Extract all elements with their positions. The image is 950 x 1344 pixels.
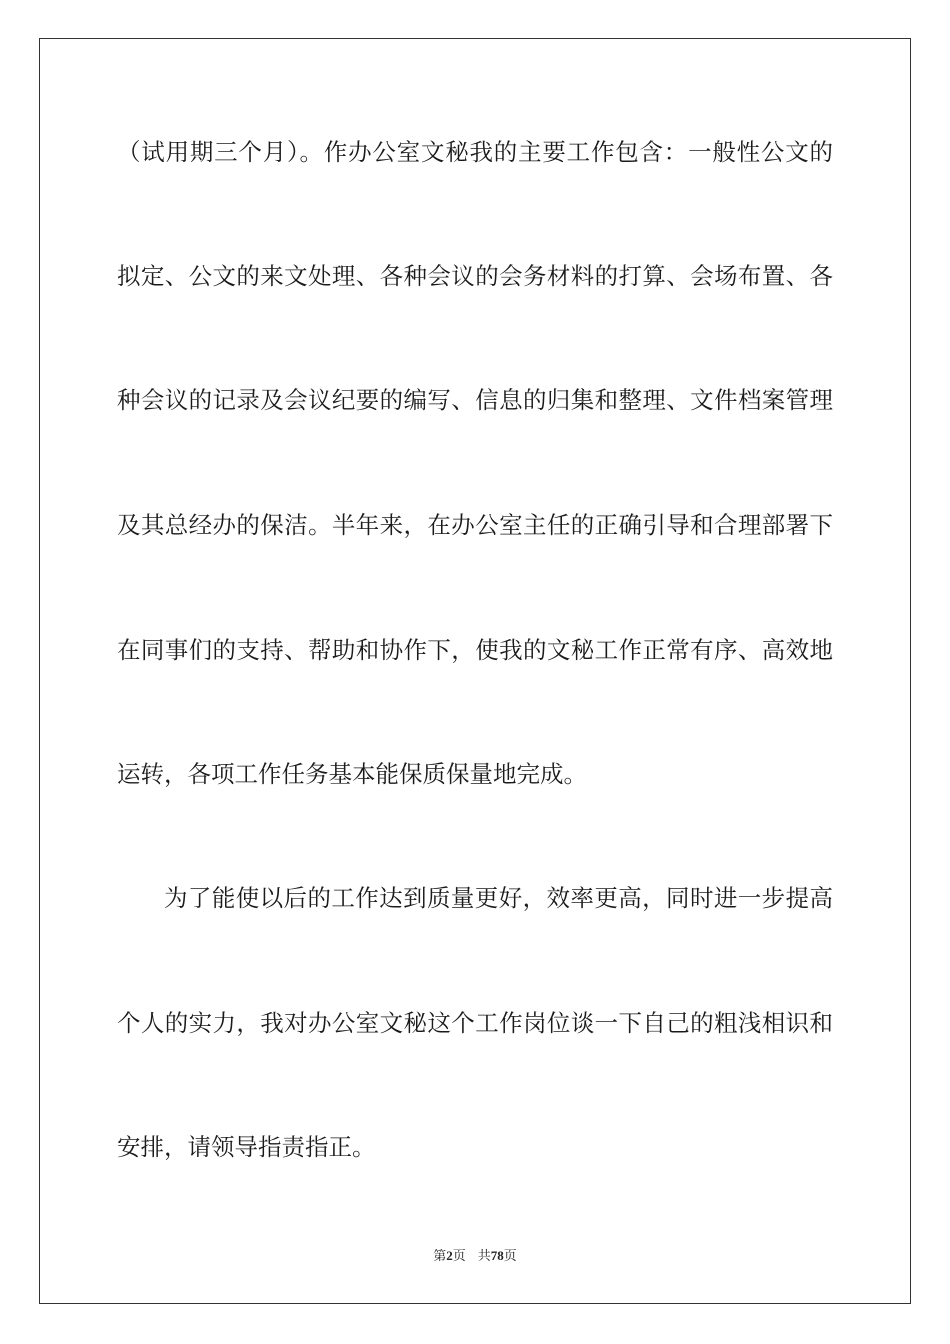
page-footer [0,1247,950,1266]
body-line-7: 为了能使以后的工作达到质量更好，效率更高，同时进一步提高 [164,884,833,912]
footer-page-suffix: 页 [452,1249,466,1264]
body-line-5: 在同事们的支持、帮助和协作下，使我的文秘工作正常有序、高效地 [117,636,833,664]
body-line-2: 拟定、公文的来文处理、各种会议的会务材料的打算、会场布置、各 [117,262,833,290]
footer-page-number: 2 [446,1248,453,1263]
body-line-8: 个人的实力，我对办公室文秘这个工作岗位谈一下自己的粗浅相识和 [117,1009,833,1037]
body-line-3: 种会议的记录及会议纪要的编写、信息的归集和整理、文件档案管理 [117,386,833,414]
footer-total-prefix: 共 [477,1249,491,1264]
footer-total-pages: 78 [490,1248,504,1263]
body-line-1: （试用期三个月）。作办公室文秘我的主要工作包含：一般性公文的 [117,138,833,166]
body-line-6: 运转，各项工作任务基本能保质保量地完成。 [117,760,587,788]
body-line-9: 安排，请领导指责指正。 [117,1133,376,1161]
footer-page-prefix: 第 [433,1249,447,1264]
footer-total-suffix: 页 [503,1249,517,1264]
page-border [39,38,911,1304]
body-line-4: 及其总经办的保洁。半年来，在办公室主任的正确引导和合理部署下 [117,511,833,539]
